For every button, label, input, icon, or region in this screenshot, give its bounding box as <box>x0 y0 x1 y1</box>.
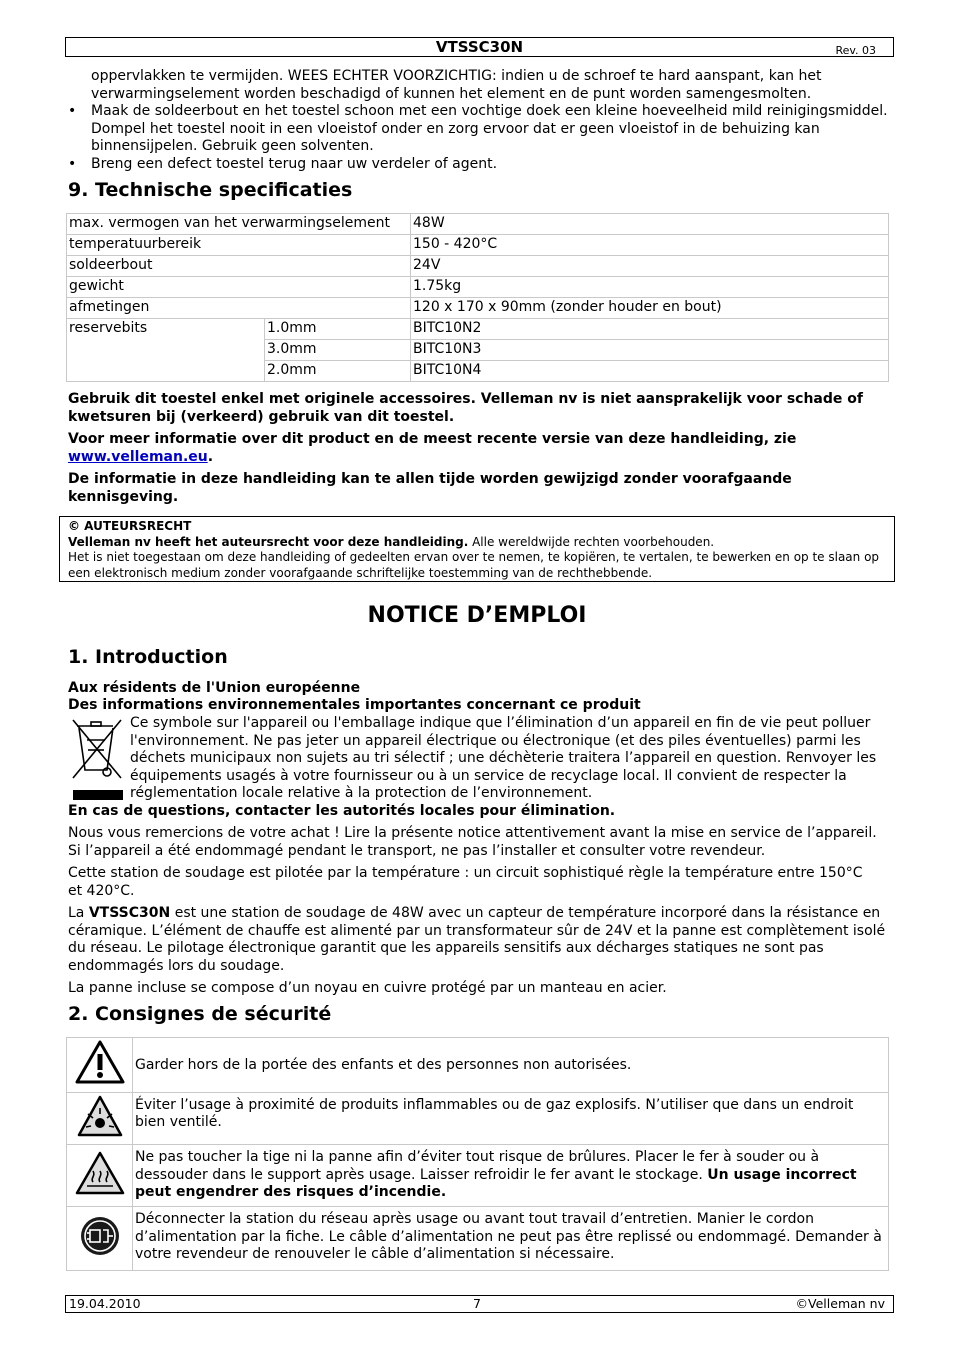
table-row <box>67 1145 889 1207</box>
table-row <box>67 319 889 340</box>
spec-label: soldeerbout <box>67 256 411 277</box>
intro-heading: 1. Introduction <box>68 646 228 668</box>
list-item: oppervlakken te vermijden. WEES ECHTER VOORZICHTIG: indien u de schroef te hard aanspant, kan het verwarmingselement worden beschadigd of kunnen het element en de punt worden samengesmolten. <box>91 68 822 102</box>
unplug-icon <box>67 1207 133 1271</box>
env-info: Des informations environnementales importantes concernant ce produit <box>68 697 641 713</box>
table-row <box>67 256 889 277</box>
accessory-note: Gebruik dit toestel enkel met originele accessoires. Velleman nv is niet aansprakelijk voor schade of kwetsuren bij (verkeerd) gebruik van dit toestel. <box>68 391 863 425</box>
p3-start: La <box>68 905 89 921</box>
safety-text-part: Ne pas toucher la tige ni la panne afin d’éviter tout risque de brûlures. Placer le fer à souder ou à dessouder dans le support après usage. Laisser refroidir le fer avant le stockage. <box>135 1149 820 1183</box>
spec-value: 150 - 420°C <box>411 235 889 256</box>
document-title: VTSSC30N <box>435 38 524 56</box>
copyright-box <box>59 516 895 582</box>
footer-date: 19.04.2010 <box>69 1296 141 1311</box>
page-number: 7 <box>473 1296 481 1311</box>
footer-company: ©Velleman nv <box>795 1296 885 1311</box>
intro-paragraph <box>68 905 893 975</box>
table-row <box>67 235 889 256</box>
bit-size: 3.0mm <box>265 340 411 361</box>
info-note-text: Voor meer informatie over dit product en de meest recente versie van deze handleiding, zie <box>68 431 797 447</box>
safety-text <box>133 1145 889 1207</box>
eu-residents: Aux résidents de l'Union européenne <box>68 680 361 696</box>
intro-paragraph: La panne incluse se compose d’un noyau en cuivre protégé par un manteau en acier. <box>68 980 667 996</box>
spec-label: afmetingen <box>67 298 411 319</box>
spec-label: temperatuurbereik <box>67 235 411 256</box>
table-row <box>67 298 889 319</box>
spec-value: 120 x 170 x 90mm (zonder houder en bout) <box>411 298 889 319</box>
table-row <box>67 1092 889 1145</box>
explosive-icon <box>67 1092 133 1145</box>
notice-title: NOTICE D’EMPLOI <box>367 603 587 628</box>
product-name: VTSSC30N <box>88 905 171 921</box>
safety-heading: 2. Consignes de sécurité <box>68 1003 332 1025</box>
copyright-line <box>68 535 886 551</box>
disposal-note: En cas de questions, contacter les autorités locales pour élimination. <box>68 803 616 819</box>
table-row <box>67 277 889 298</box>
page-header <box>65 37 894 57</box>
bit-size: 1.0mm <box>265 319 411 340</box>
copyright-text: Het is niet toegestaan om deze handleiding of gedeelten ervan over te nemen, te kopiëren, te vertalen, te bewerken en op te slaan op een elektronisch medium zonder voorafgaande schriftelijke toestemming van de rechthebbende. <box>68 550 880 580</box>
bit-code: BITC10N2 <box>411 319 889 340</box>
page-footer <box>65 1295 894 1313</box>
spec-label: max. vermogen van het verwarmingselement <box>67 214 411 235</box>
revision-label: Rev. 03 <box>835 44 876 57</box>
bit-code: BITC10N3 <box>411 340 889 361</box>
spec-value: 48W <box>411 214 889 235</box>
safety-text: Déconnecter la station du réseau après usage ou avant tout travail d’entretien. Manier le cordon d’alimentation par la fiche. Le câble d’alimentation ne peut pas être replissé ou endommagé. Demander à votre revendeur de renouveler le câble d’alimentation si nécessaire. <box>133 1207 889 1271</box>
bit-code: BITC10N4 <box>411 361 889 382</box>
spec-table <box>66 213 889 382</box>
warning-icon <box>67 1038 133 1093</box>
safety-text-bold: Un usage incorrect peut engendrer des risques d’incendie. <box>135 1166 857 1200</box>
spec-heading: 9. Technische specificaties <box>68 179 353 201</box>
info-note-end: . <box>207 448 214 465</box>
safety-text: Éviter l’usage à proximité de produits inflammables ou de gaz explosifs. N’utiliser que dans un endroit bien ventilé. <box>133 1092 889 1145</box>
change-note: De informatie in deze handleiding kan te allen tijde worden gewijzigd zonder voorafgaande kennisgeving. <box>68 471 792 505</box>
list-item: • Breng een defect toestel terug naar uw verdeler of agent. <box>68 156 898 174</box>
intro-paragraph: Nous vous remercions de votre achat ! Lire la présente notice attentivement avant la mise en service de l’appareil. Si l’appareil a été endommagé pendant le transport, ne pas l’installer et consulter votre revendeur. <box>68 825 877 859</box>
copyright-title: © AUTEURSRECHT <box>68 519 192 533</box>
velleman-link[interactable]: www.velleman.eu <box>68 448 208 465</box>
spec-label: reservebits <box>67 319 265 382</box>
weee-text: Ce symbole sur l'appareil ou l'emballage indique que l’élimination d’un appareil en fin de vie peut polluer l'environnement. Ne pas jeter un appareil électrique ou électronique (et des piles éventuelles) parmi les déchets municipaux non sujets au tri sélectif ; une déchèterie traitera l’appareil en question. Renvoyer les équipements usagés à votre fournisseur ou à un service de recyclage local. Il convient de respecter la réglementation locale relative à la protection de l’environnement. <box>130 715 877 801</box>
spec-value: 24V <box>411 256 889 277</box>
table-row <box>67 214 889 235</box>
safety-table <box>66 1037 889 1271</box>
list-item: • Maak de soldeerbout en het toestel schoon met een vochtige doek een kleine hoeveelheid mild reinigingsmiddel. Dompel het toestel nooit in een vloeistof onder en zorg ervoor dat er geen vloeistof in de behuizing kan binnensijpelen. Gebruik geen solventen. <box>68 103 898 156</box>
table-row <box>67 1038 889 1093</box>
intro-paragraph: Cette station de soudage est pilotée par la température : un circuit sophistiqué règle la température entre 150°C et 420°C. <box>68 865 863 899</box>
weee-bin-icon <box>67 716 127 804</box>
p3-rest: est une station de soudage de 48W avec un capteur de température incorporé dans la résistance en céramique. L’élément de chauffe est alimenté par un transformateur sûr de 24V et la panne est complètement isolé du réseau. Le pilotage électronique garantit que les appareils sensitifs aux décharges statiques ne sont pas endommagés lors du soudage. <box>68 905 886 974</box>
safety-text: Garder hors de la portée des enfants et des personnes non autorisées. <box>133 1038 889 1093</box>
spec-value: 1.75kg <box>411 277 889 298</box>
hot-surface-icon <box>67 1145 133 1207</box>
info-note <box>68 431 893 466</box>
spec-label: gewicht <box>67 277 411 298</box>
bit-size: 2.0mm <box>265 361 411 382</box>
copyright-rest: Alle wereldwijde rechten voorbehouden. <box>468 534 715 549</box>
table-row <box>67 1207 889 1271</box>
maintenance-list <box>68 68 898 173</box>
copyright-bold: Velleman nv heeft het auteursrecht voor deze handleiding. <box>68 534 469 549</box>
